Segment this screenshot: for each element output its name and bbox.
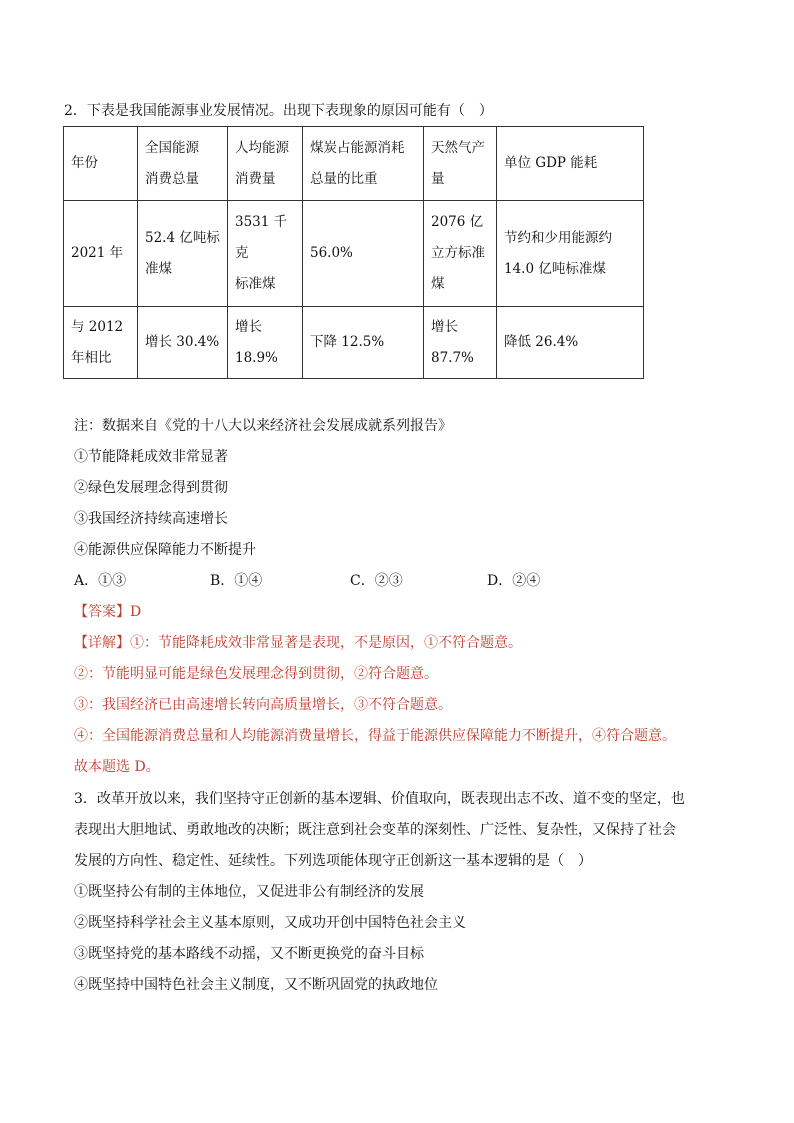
table-cell: 单位 GDP 能耗 [497, 127, 644, 201]
table-cell: 全国能源 消费总量 [138, 127, 228, 201]
statement-item: ②绿色发展理念得到贯彻 [74, 480, 228, 496]
explanation-line: 【详解】①：节能降耗成效非常显著是表现，不是原因，①不符合题意。 [74, 635, 522, 651]
table-cell: 天然气产 量 [424, 127, 497, 201]
choice-a[interactable]: A．①③ [74, 573, 127, 589]
q3-statement-item: ③既坚持党的基本路线不动摇，又不断更换党的奋斗目标 [74, 946, 424, 962]
table-cell: 2021 年 [64, 201, 138, 307]
answer-line: 【答案】D [74, 604, 142, 620]
table-cell: 节约和少用能源约 14.0 亿吨标准煤 [497, 201, 644, 307]
answer-choices [74, 571, 634, 591]
table-cell: 增长 87.7% [424, 307, 497, 379]
question-3-stem-line: 发展的方向性、稳定性、延续性。下列选项能体现守正创新这一基本逻辑的是（ ） [74, 853, 592, 869]
energy-data-table [63, 126, 644, 379]
explanation-line: ③：我国经济已由高速增长转向高质量增长，③不符合题意。 [74, 697, 452, 713]
question-2-stem: 2．下表是我国能源事业发展情况。出现下表现象的原因可能有（ ） [64, 103, 493, 119]
table-cell: 煤炭占能源消耗 总量的比重 [303, 127, 424, 201]
question-3-stem-line: 3．改革开放以来，我们坚持守正创新的基本逻辑、价值取向，既表现出志不改、道不变的坚定，也 [74, 791, 685, 807]
choice-d[interactable]: D．②④ [487, 573, 541, 589]
statement-item: ③我国经济持续高速增长 [74, 511, 228, 527]
statement-item: ①节能降耗成效非常显著 [74, 449, 228, 465]
table-cell: 年份 [64, 127, 138, 201]
table-header-row [64, 127, 644, 201]
choice-c[interactable]: C．②③ [350, 573, 403, 589]
q3-statement-item: ②既坚持科学社会主义基本原则，又成功开创中国特色社会主义 [74, 915, 466, 931]
table-cell: 2076 亿 立方标准 煤 [424, 201, 497, 307]
explanation-line: ④：全国能源消费总量和人均能源消费量增长，得益于能源供应保障能力不断提升，④符合题意。 [74, 728, 676, 744]
explanation-line: ②：节能明显可能是绿色发展理念得到贯彻，②符合题意。 [74, 666, 438, 682]
table-source-note: 注：数据来自《党的十八大以来经济社会发展成就系列报告》 [74, 418, 452, 434]
table-cell: 下降 12.5% [303, 307, 424, 379]
question-3-stem-line: 表现出大胆地试、勇敢地改的决断；既注意到社会变革的深刻性、广泛性、复杂性，又保持了社会 [74, 822, 676, 838]
table-cell: 增长 30.4% [138, 307, 228, 379]
q3-statement-item: ①既坚持公有制的主体地位，又促进非公有制经济的发展 [74, 884, 424, 900]
statement-item: ④能源供应保障能力不断提升 [74, 542, 256, 558]
table-cell: 增长 18.9% [228, 307, 303, 379]
table-cell: 人均能源 消费量 [228, 127, 303, 201]
table-cell: 56.0% [303, 201, 424, 307]
explanation-conclusion: 故本题选 D。 [74, 759, 160, 775]
table-cell: 与 2012 年相比 [64, 307, 138, 379]
table-cell: 降低 26.4% [497, 307, 644, 379]
choice-b[interactable]: B．①④ [210, 573, 263, 589]
table-row-compare [64, 307, 644, 379]
table-row-2021 [64, 201, 644, 307]
q3-statement-item: ④既坚持中国特色社会主义制度，又不断巩固党的执政地位 [74, 977, 438, 993]
table-cell: 52.4 亿吨标 准煤 [138, 201, 228, 307]
table-cell: 3531 千克 标准煤 [228, 201, 303, 307]
